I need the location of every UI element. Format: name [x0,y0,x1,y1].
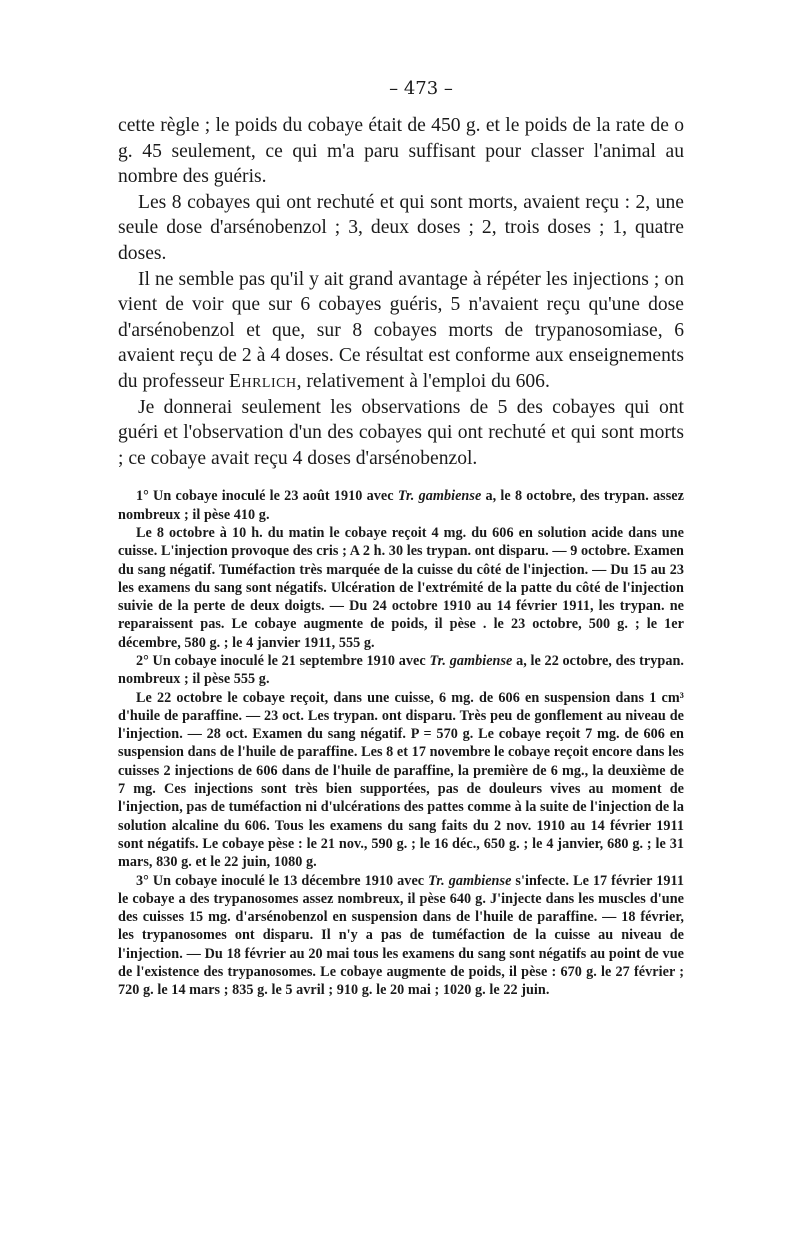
observation-2-heading [118,652,684,689]
paragraph-3 [118,267,684,395]
species-name: Tr. gambiense [397,488,482,505]
paragraph-2: Les 8 cobayes qui ont rechuté et qui sont morts, avaient reçu : 2, une seule dose d'arsénobenzol ; 3, deux doses ; 2, trois doses ; 1, quatre doses. [118,191,684,264]
paragraph-4: Je donnerai seulement les observations de 5 des cobayes qui ont guéri et l'observation d'un des cobayes qui ont rechuté et qui sont morts ; ce cobaye avait reçu 4 doses d'arsénobenzol. [118,396,684,469]
paragraph-1: cette règle ; le poids du cobaye était de 450 g. et le poids de la rate de o g. 45 seulement, ce qui m'a paru suffisant pour classer l'animal au nombre des guéris. [118,115,684,188]
observation-1-heading [118,487,684,524]
observation-1-body: Le 8 octobre à 10 h. du matin le cobaye reçoit 4 mg. du 606 en solution acide dans une cuisse. L'injection provoque des cris ; A 2 h. 30 les trypan. ont disparu. — 9 octobre. Examen du sang négatif. Tuméfaction très marquée de la cuisse du côté de l'injection. — Du 15 au 23 les examens du sang sont négatifs. Ulcération de l'extrémité de la patte du côté de l'injection suivie de la perte de deux doigts. — Du 24 octobre 1910 au 14 février 1911, les trypan. ne reparaissent pas. Le cobaye augmente de poids, il pèse . le 23 octobre, 500 g. ; le 1er décembre, 580 g. ; le 4 janvier 1911, 555 g. [118,524,684,651]
observation-1-text-a: 1° Un cobaye inoculé le 23 août 1910 avec [136,488,398,505]
paragraph-3-text: Il ne semble pas qu'il y ait grand avantage à répéter les injections ; on vient de voir que sur 6 cobayes guéris, 5 n'avaient reçu qu'une dose d'arsénobenzol et que, sur 8 cobayes morts de trypanosomiase, 6 avaient reçu de 2 à 4 doses. Ce résultat est conforme aux enseignements du professeur [118,268,684,392]
author-name-ehrlich: Ehrlich [229,370,297,392]
paragraph-3-tail: , relativement à l'emploi du 606. [296,370,550,392]
observation-2-text-b: a, le 22 octobre, des trypan. nombreux ; il pèse 555 g. [118,652,685,688]
page-number: – 473 – [389,78,453,99]
observation-3-text-b: s'infecte. Le 17 février 1911 le cobaye a des trypanosomes assez nombreux, il pèse 640 g. J'injecte dans les muscles d'une des cuisses 15 mg. d'arsénobenzol en suspension dans de l'huile de paraffine. — 18 février, les trypanosomes ont disparu. Il n'y a pas de tuméfaction de la cuisse au niveau de l'injection. — Du 18 février au 20 mai tous les examens du sang sont négatifs au point de vue de l'existence des trypanosomes. Le cobaye augmente de poids, il pèse : 670 g. le 27 février ; 720 g. le 14 mars ; 835 g. le 5 avril ; 910 g. le 20 mai ; 1020 g. le 22 juin. [118,872,685,999]
observation-3 [118,872,684,1000]
observation-2-text-a: 2° Un cobaye inoculé le 21 septembre 1910 avec [136,652,430,669]
observation-1-text-b: a, le 8 octobre, des trypan. assez nombreux ; il pèse 410 g. [118,488,684,523]
observation-3-text-a: 3° Un cobaye inoculé le 13 décembre 1910 avec [136,872,429,889]
species-name: Tr. gambiense [429,652,513,669]
observations-section [118,487,684,999]
species-name: Tr. gambiense [428,872,512,889]
document-page [118,78,684,1000]
main-text [118,113,684,471]
observation-2-body: Le 22 octobre le cobaye reçoit, dans une cuisse, 6 mg. de 606 en suspension dans 1 cm³ d'huile de paraffine. — 23 oct. Les trypan. ont disparu. Très peu de gonflement au niveau de l'injection. — 28 oct. Examen du sang négatif. P = 570 g. Le cobaye reçoit 7 mg. de 606 en suspension dans de l'huile de paraffine. Les 8 et 17 novembre le cobaye reçoit encore dans les cuisses 2 injections de 606 dans de l'huile de paraffine, la première de 6 mg., la deuxième de 7 mg. Ces injections sont très bien supportées, pas de douleurs vives au moment de l'injection, pas de tuméfaction ni d'ulcérations des pattes comme à la suite de l'injection de la solution alcaline du 606. Tous les examens du sang faits du 2 nov. 1910 au 14 février 1911 sont négatifs. Le cobaye pèse : le 21 nov., 590 g. ; le 16 déc., 650 g. ; le 4 janvier, 680 g. ; le 31 mars, 830 g. et le 22 juin, 1080 g. [118,689,685,871]
